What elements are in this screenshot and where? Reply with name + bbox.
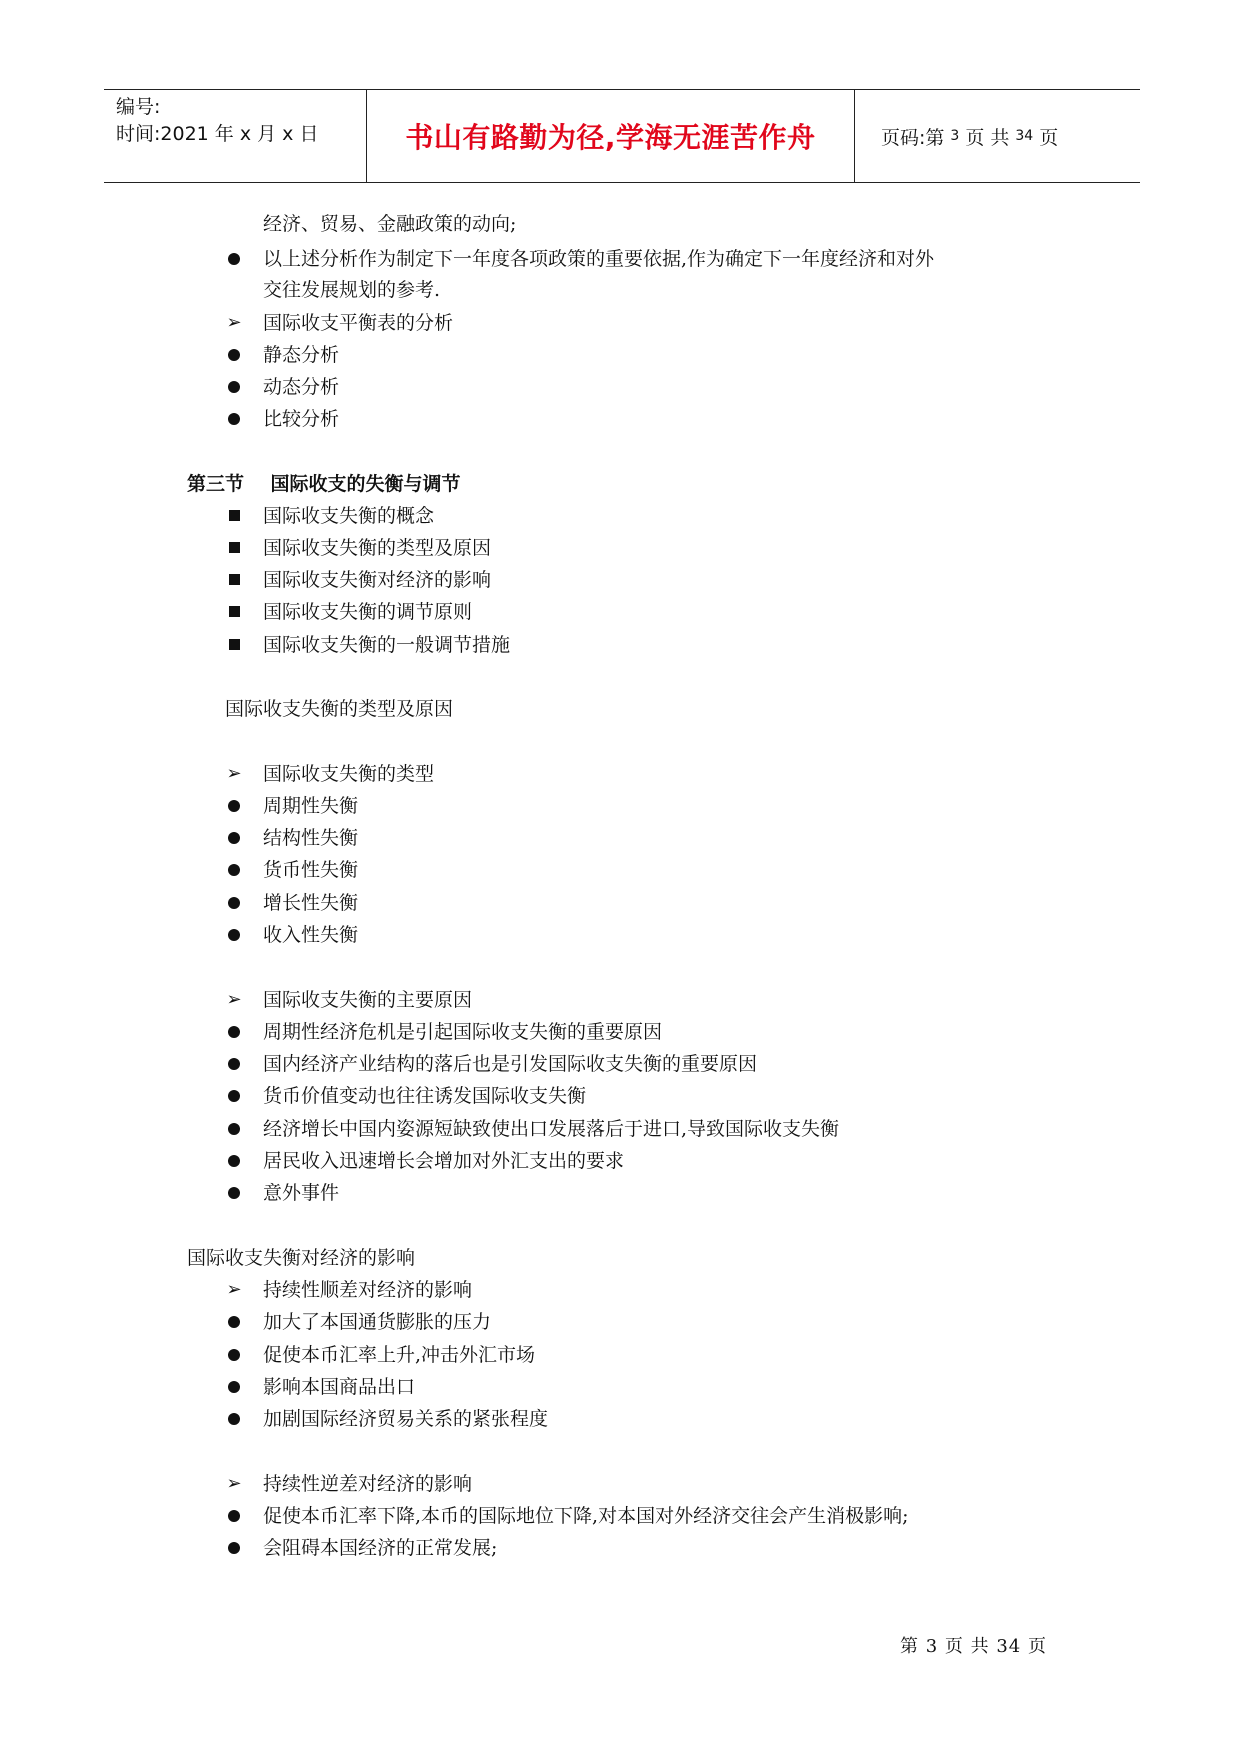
page-current: 3 [950,128,960,144]
bullet-dot-icon [222,406,246,432]
bullet-dot-icon [222,1116,246,1142]
list-item: 国际收支失衡的类型 [263,763,435,785]
list-item: 国际收支失衡的主要原因 [263,989,473,1011]
bullet-dot-icon [222,1374,246,1400]
page-label-mid: 页 共 [965,126,1010,149]
bullet-dot-icon [222,1051,246,1077]
body-line: 交往发展规划的参考. [263,279,441,301]
arrow-bullet-icon: ➢ [226,989,242,1010]
body-line: 经济、贸易、金融政策的动向; [263,213,517,235]
list-item: 周期性经济危机是引起国际收支失衡的重要原因 [263,1021,663,1043]
bullet-dot-icon [222,374,246,400]
list-item: 国际收支平衡表的分析 [263,312,454,334]
list-item: 促使本币汇率上升,冲击外汇市场 [263,1344,536,1366]
list-item: 会阻碍本国经济的正常发展; [263,1537,498,1559]
bullet-dot-icon [222,793,246,819]
bullet-dot-icon [222,1019,246,1045]
square-bullet-icon [222,632,246,658]
list-item: 动态分析 [263,376,340,398]
list-item: 持续性顺差对经济的影响 [263,1279,473,1301]
header-divider [854,90,855,182]
page-header [104,89,1140,183]
bullet-dot-icon [222,342,246,368]
bullet-dot-icon [222,922,246,948]
bullet-dot-icon [222,1406,246,1432]
square-bullet-icon [222,567,246,593]
header-page-info [868,90,1058,182]
section-heading: 第三节 国际收支的失衡与调节 [187,473,461,495]
arrow-bullet-icon: ➢ [226,763,242,784]
bullet-dot-icon [222,1342,246,1368]
page-total: 34 [1015,128,1034,144]
list-item: 经济增长中国内姿源短缺致使出口发展落后于进口,导致国际收支失衡 [263,1118,840,1140]
bullet-dot-icon [222,1083,246,1109]
square-bullet-icon [222,535,246,561]
bullet-dot-icon [222,246,246,272]
list-item: 加剧国际经济贸易关系的紧张程度 [263,1408,549,1430]
square-bullet-icon [222,599,246,625]
list-item: 国际收支失衡的调节原则 [263,601,473,623]
page-label-prefix: 页码:第 [881,126,945,149]
bullet-dot-icon [222,1503,246,1529]
bullet-dot-icon [222,1180,246,1206]
list-item: 货币价值变动也往往诱发国际收支失衡 [263,1085,587,1107]
arrow-bullet-icon: ➢ [226,1473,242,1494]
list-item: 结构性失衡 [263,827,359,849]
page-label-suffix: 页 [1039,126,1059,149]
bullet-dot-icon [222,1309,246,1335]
list-item: 比较分析 [263,408,340,430]
bullet-dot-icon [222,825,246,851]
document-date: 时间:2021 年 x 月 x 日 [116,123,319,145]
list-item: 货币性失衡 [263,859,359,881]
list-item: 国际收支失衡的概念 [263,505,435,527]
bullet-dot-icon [222,857,246,883]
arrow-bullet-icon: ➢ [226,312,242,333]
bullet-dot-icon [222,890,246,916]
list-item: 加大了本国通货膨胀的压力 [263,1311,492,1333]
list-item: 收入性失衡 [263,924,359,946]
list-item: 影响本国商品出口 [263,1376,416,1398]
list-item: 持续性逆差对经济的影响 [263,1473,473,1495]
list-item: 促使本币汇率下降,本币的国际地位下降,对本国对外经济交往会产生消极影响; [263,1505,909,1527]
document-number-label: 编号: [116,96,161,118]
subheading: 国际收支失衡的类型及原因 [225,698,454,720]
list-item: 国内经济产业结构的落后也是引发国际收支失衡的重要原因 [263,1053,758,1075]
list-item: 意外事件 [263,1182,340,1204]
list-item: 居民收入迅速增长会增加对外汇支出的要求 [263,1150,625,1172]
list-item: 国际收支失衡的一般调节措施 [263,634,511,656]
list-item: 国际收支失衡的类型及原因 [263,537,492,559]
list-item: 静态分析 [263,344,340,366]
list-item: 周期性失衡 [263,795,359,817]
header-meta [116,94,318,148]
bullet-dot-icon [222,1535,246,1561]
bullet-dot-icon [222,1148,246,1174]
page-footer: 第 3 页 共 34 页 [900,1636,1047,1657]
square-bullet-icon [222,503,246,529]
subheading: 国际收支失衡对经济的影响 [187,1247,416,1269]
list-item: 国际收支失衡对经济的影响 [263,569,492,591]
list-item: 增长性失衡 [263,892,359,914]
arrow-bullet-icon: ➢ [226,1279,242,1300]
list-item: 以上述分析作为制定下一年度各项政策的重要依据,作为确定下一年度经济和对外 [263,248,935,270]
header-motto: 书山有路勤为径,学海无涯苦作舟 [405,121,816,154]
